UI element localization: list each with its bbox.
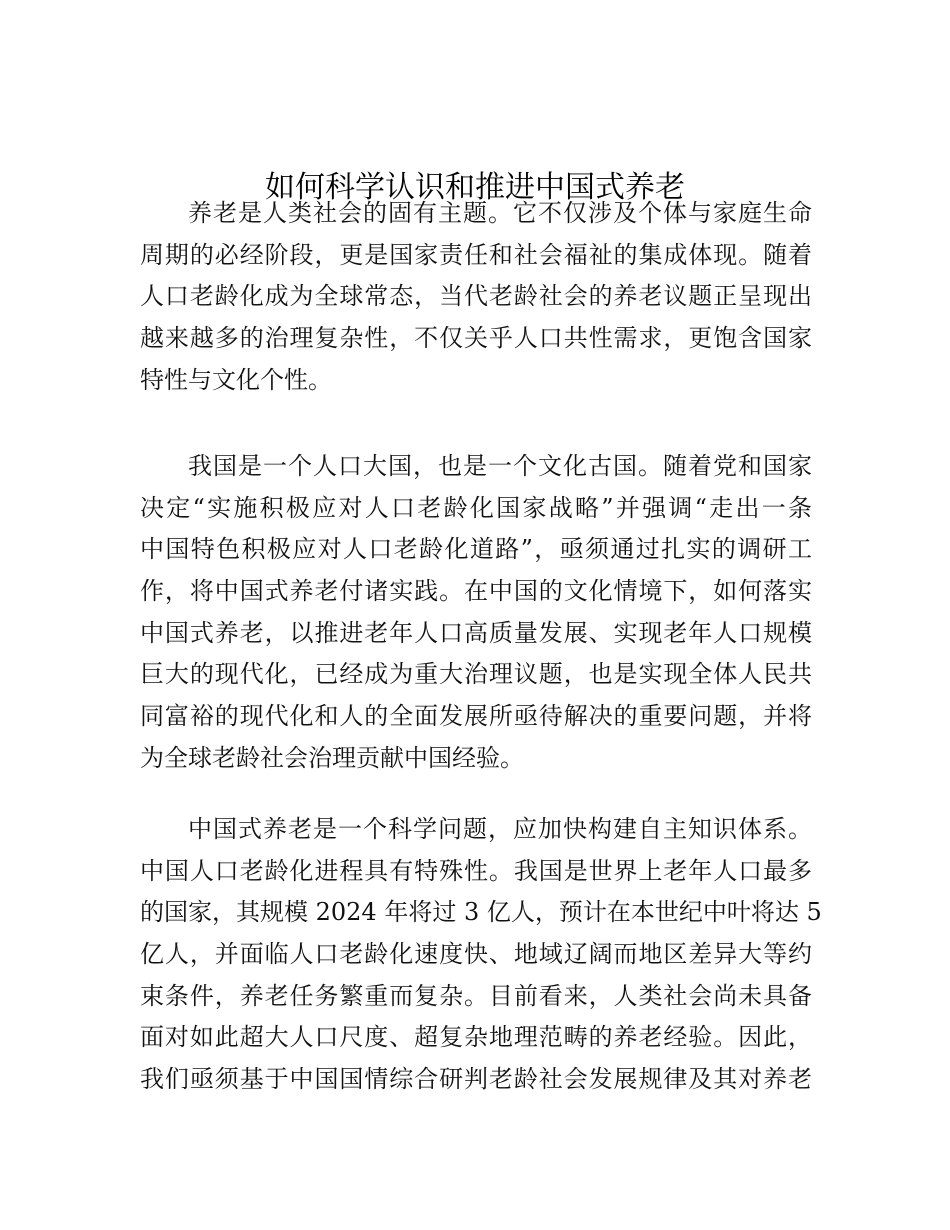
text-line: 束条件，养老任务繁重而复杂。目前看来，人类社会尚未具备 <box>140 981 812 1010</box>
text-line: 中国人口老龄化进程具有特殊性。我国是世界上老年人口最多 <box>140 856 812 885</box>
text-line: 周期的必经阶段，更是国家责任和社会福祉的集成体现。随着 <box>140 240 812 269</box>
text-line: 亿人，并面临人口老龄化速度快、地域辽阔而地区差异大等约 <box>140 940 812 969</box>
text-line: 为全球老龄社会治理贡献中国经验。 <box>140 743 524 772</box>
document-title: 如何科学认识和推进中国式养老 <box>265 170 685 205</box>
text-line: 巨大的现代化，已经成为重大治理议题，也是实现全体人民共 <box>140 660 812 689</box>
text-line: 特性与文化个性。 <box>140 365 332 394</box>
text-line: 同富裕的现代化和人的全面发展所亟待解决的重要问题，并将 <box>140 702 812 731</box>
text-line: 我们亟须基于中国国情综合研判老龄社会发展规律及其对养老 <box>140 1065 812 1094</box>
text-line: 我国是一个人口大国，也是一个文化古国。随着党和国家 <box>188 452 812 480</box>
text-line: 决定“实施积极应对人口老龄化国家战略”并强调“走出一条 <box>140 493 812 522</box>
text-line: 作，将中国式养老付诸实践。在中国的文化情境下，如何落实 <box>140 577 812 606</box>
text-line: 中国式养老，以推进老年人口高质量发展、实现老年人口规模 <box>140 618 812 647</box>
text-line: 人口老龄化成为全球常态，当代老龄社会的养老议题正呈现出 <box>140 282 812 311</box>
paragraph-2 <box>140 446 812 780</box>
text-line: 养老是人类社会的固有主题。它不仅涉及个体与家庭生命 <box>188 199 812 227</box>
paragraph-1 <box>140 193 812 401</box>
text-line: 中国特色积极应对人口老龄化道路”，亟须通过扎实的调研工 <box>140 535 812 564</box>
text-line: 越来越多的治理复杂性，不仅关乎人口共性需求，更饱含国家 <box>140 324 812 353</box>
text-line: 面对如此超大人口尺度、超复杂地理范畴的养老经验。因此， <box>140 1023 812 1052</box>
text-line: 的国家，其规模 2024 年将过 3 亿人，预计在本世纪中叶将达 5 <box>140 898 822 927</box>
paragraph-3 <box>140 809 822 1101</box>
text-line: 中国式养老是一个科学问题，应加快构建自主知识体系。 <box>188 815 812 843</box>
